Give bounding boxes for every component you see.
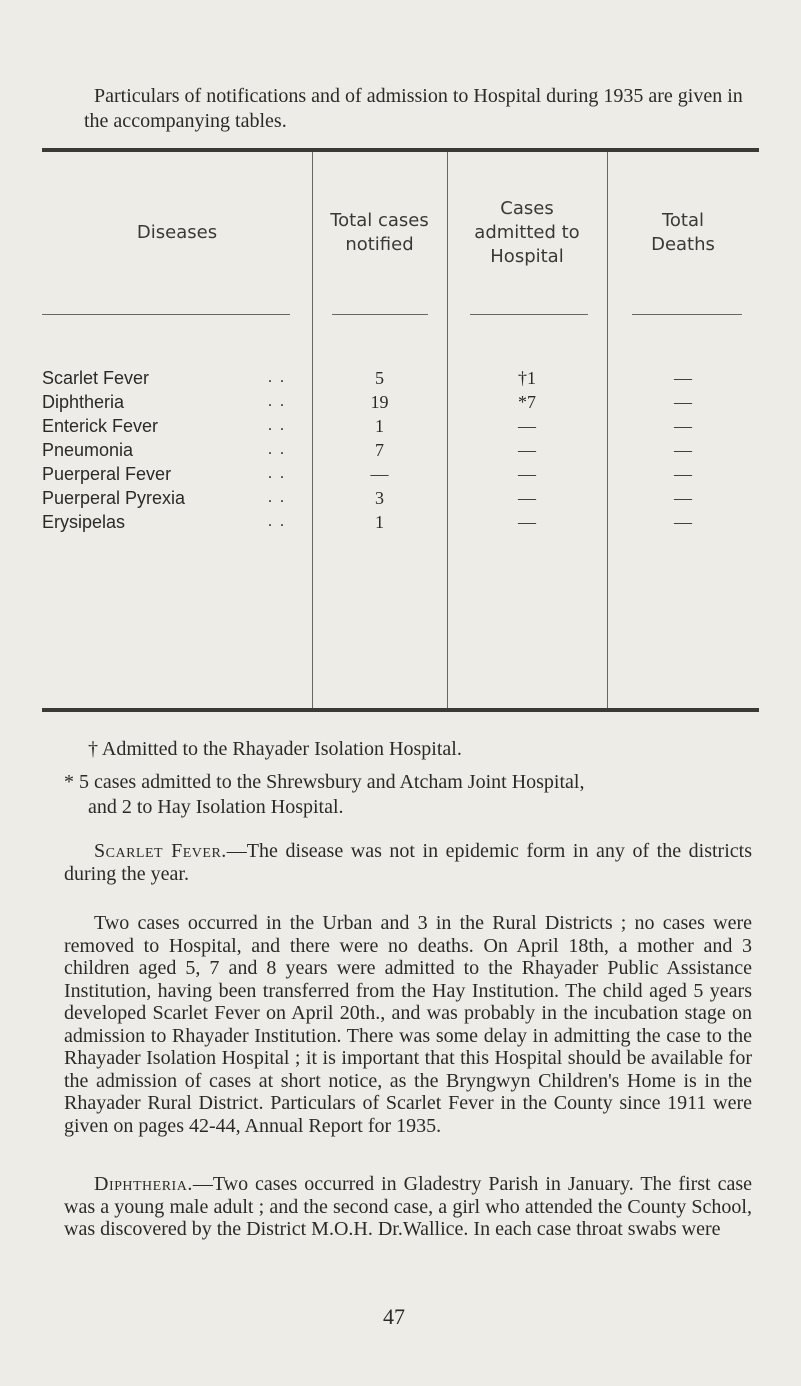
notified-value: 3 (375, 488, 384, 508)
header-rule (470, 314, 588, 315)
notified-value: 7 (375, 440, 384, 460)
disease-name: Diphtheria (42, 392, 125, 412)
leader-dots: . . (268, 465, 286, 482)
deaths-value: — (674, 368, 692, 388)
disease-name: Puerperal Pyrexia (42, 488, 186, 508)
scarlet-fever-text: —The disease was not in epidemic form in any of the districts during the year. (64, 840, 752, 885)
notified-value: — (370, 464, 389, 484)
diphtheria-heading: Diphtheria. (94, 1173, 193, 1195)
table-row (42, 414, 759, 438)
page-number: 47 (383, 1304, 405, 1329)
leader-dots: . . (268, 513, 286, 530)
scarlet-fever-heading: Scarlet Fever. (94, 840, 227, 862)
table-row (42, 390, 759, 414)
deaths-value: — (674, 488, 692, 508)
notified-value: 5 (375, 368, 384, 388)
header-diseases: Diseases (136, 222, 218, 243)
deaths-value: — (674, 392, 692, 412)
footnote-star-line2: and 2 to Hay Isolation Hospital. (88, 796, 344, 818)
admitted-value: — (518, 464, 536, 484)
scarlet-fever-paragraph (64, 840, 752, 885)
diphtheria-paragraph (64, 1173, 752, 1241)
header-total-notified: Total cases notified (330, 210, 429, 255)
header-rule (42, 314, 290, 315)
table-bottom-rule (42, 708, 759, 712)
disease-name: Enterick Fever (42, 416, 159, 436)
deaths-value: — (674, 464, 692, 484)
table-row (42, 510, 759, 534)
deaths-value: — (674, 416, 692, 436)
disease-name: Erysipelas (42, 512, 126, 532)
footnote-star-line1: * 5 cases admitted to the Shrewsbury and Atcham Joint Hospital, (64, 771, 585, 793)
intro-paragraph: Particulars of notifications and of admission to Hospital during 1935 are given in the accompanying tables. (84, 85, 743, 132)
disease-name: Pneumonia (42, 440, 134, 460)
leader-dots: . . (268, 369, 286, 386)
leader-dots: . . (268, 393, 286, 410)
table-row (42, 462, 759, 486)
header-rule (632, 314, 742, 315)
footnote-dagger: † Admitted to the Rhayader Isolation Hospital. (88, 738, 462, 760)
admitted-value: — (518, 512, 536, 532)
admitted-value: †1 (518, 368, 536, 388)
notifications-table (42, 148, 759, 710)
deaths-value: — (674, 440, 692, 460)
notified-value: 1 (375, 512, 384, 532)
header-total-deaths: Total Deaths (651, 210, 715, 255)
header-rule (332, 314, 428, 315)
notified-value: 19 (370, 392, 389, 412)
header-admitted: Cases admitted to Hospital (474, 198, 580, 267)
leader-dots: . . (268, 489, 286, 506)
table-row (42, 486, 759, 510)
admitted-value: — (518, 416, 536, 436)
disease-name: Scarlet Fever (42, 368, 150, 388)
disease-name: Puerperal Fever (42, 464, 172, 484)
leader-dots: . . (268, 417, 286, 434)
table-row (42, 366, 759, 390)
admitted-value: — (518, 488, 536, 508)
scarlet-fever-detail-paragraph: Two cases occurred in the Urban and 3 in the Rural Districts ; no cases were removed to Hospital, and there were no deaths. On April 18th, a mother and 3 children aged 5, 7 and 8 years were admitted to the Rhayader Public Assistance Institution, having been transferred from the Hay Institution. The child aged 5 years developed Scarlet Fever on April 20th., and was probably in the incubation stage on admission to Rhayader Institution. There was some delay in admitting the case to the Rhayader Isolation Hospital ; it is important that this Hospital should be available for the admission of cases at short notice, as the Bryngwyn Children's Home is in the Rhayader Rural District. Particulars of Scarlet Fever in the County since 1911 were given on pages 42-44, Annual Report for 1935. (64, 912, 752, 1137)
admitted-value: *7 (518, 392, 536, 412)
leader-dots: . . (268, 441, 286, 458)
diphtheria-text: —Two cases occurred in Gladestry Parish in January. The first case was a young male adult ; and the second case, a girl who attended the County School, was discovered by the District M.O.H. Dr.Wallice. In each case throat swabs were (64, 1173, 752, 1240)
deaths-value: — (674, 512, 692, 532)
table-row (42, 438, 759, 462)
admitted-value: — (518, 440, 536, 460)
notified-value: 1 (375, 416, 384, 436)
